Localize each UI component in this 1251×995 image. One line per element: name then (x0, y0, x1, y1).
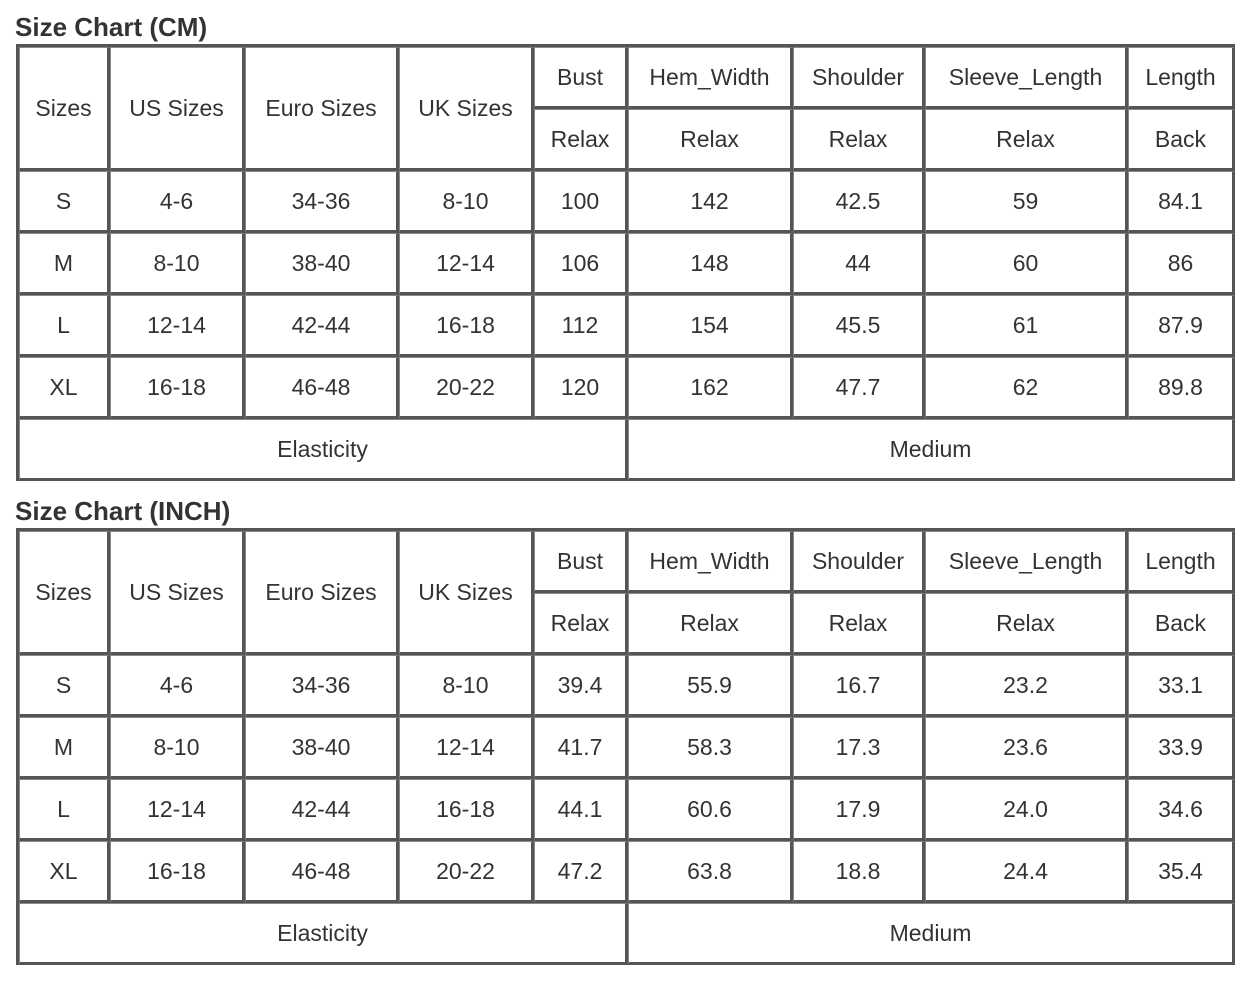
table-cell: 34.6 (1128, 779, 1235, 841)
table-row (19, 233, 1235, 295)
table-cell: M (19, 717, 110, 779)
table-cell: 41.7 (534, 717, 628, 779)
table-row (19, 655, 1235, 717)
table-cell: 4-6 (110, 655, 245, 717)
header-cell: Sizes (19, 531, 110, 655)
table-cell: 87.9 (1128, 295, 1235, 357)
table-cell: L (19, 779, 110, 841)
table-cell: 47.2 (534, 841, 628, 903)
table-cell: S (19, 171, 110, 233)
table-cell: 84.1 (1128, 171, 1235, 233)
header-cell: Shoulder (793, 531, 925, 593)
table-row (19, 779, 1235, 841)
table-cell: 44 (793, 233, 925, 295)
header-cell: Euro Sizes (245, 47, 399, 171)
table-cell: L (19, 295, 110, 357)
header-cell: Length (1128, 47, 1235, 109)
table-row (19, 357, 1235, 419)
table-cell: 46-48 (245, 841, 399, 903)
subheader-cell: Relax (534, 593, 628, 655)
table-cell: 18.8 (793, 841, 925, 903)
table-cell: 16-18 (110, 357, 245, 419)
elasticity-label: Elasticity (19, 903, 628, 965)
elasticity-value: Medium (628, 903, 1235, 965)
table-cell: 12-14 (399, 233, 534, 295)
table-row (19, 171, 1235, 233)
table-cell: XL (19, 357, 110, 419)
table-cell: 47.7 (793, 357, 925, 419)
table-cell: 12-14 (110, 779, 245, 841)
header-cell: Bust (534, 531, 628, 593)
elasticity-row (19, 903, 1235, 965)
table-cell: 42-44 (245, 295, 399, 357)
table-cell: 162 (628, 357, 793, 419)
header-cell: US Sizes (110, 47, 245, 171)
table-cell: 16.7 (793, 655, 925, 717)
table-cell: 120 (534, 357, 628, 419)
subheader-cell: Relax (628, 109, 793, 171)
table-row (19, 295, 1235, 357)
table-cell: 42.5 (793, 171, 925, 233)
table-cell: 24.0 (925, 779, 1128, 841)
table-cell: XL (19, 841, 110, 903)
table-cell: 86 (1128, 233, 1235, 295)
subheader-cell: Relax (925, 109, 1128, 171)
subheader-cell: Back (1128, 593, 1235, 655)
table-cell: 60.6 (628, 779, 793, 841)
table-row (19, 841, 1235, 903)
header-cell: Length (1128, 531, 1235, 593)
header-cell: Euro Sizes (245, 531, 399, 655)
table-cell: 106 (534, 233, 628, 295)
table-cell: S (19, 655, 110, 717)
table-cell: 89.8 (1128, 357, 1235, 419)
table-cell: 8-10 (399, 171, 534, 233)
table-cell: 17.3 (793, 717, 925, 779)
table-cell: 23.2 (925, 655, 1128, 717)
header-row (19, 47, 1235, 109)
header-cell: US Sizes (110, 531, 245, 655)
table-cell: 16-18 (399, 295, 534, 357)
table-cell: 8-10 (110, 233, 245, 295)
table-cell: 142 (628, 171, 793, 233)
subheader-cell: Relax (793, 109, 925, 171)
elasticity-label: Elasticity (19, 419, 628, 481)
table-cell: 61 (925, 295, 1128, 357)
subheader-cell: Relax (793, 593, 925, 655)
size-chart-cm-title: Size Chart (CM) (15, 12, 208, 42)
table-cell: 33.9 (1128, 717, 1235, 779)
table-cell: 59 (925, 171, 1128, 233)
size-chart-inch-title: Size Chart (INCH) (15, 496, 231, 526)
table-cell: 44.1 (534, 779, 628, 841)
table-cell: 8-10 (399, 655, 534, 717)
table-cell: 20-22 (399, 841, 534, 903)
table-cell: 12-14 (110, 295, 245, 357)
header-row (19, 531, 1235, 593)
header-cell: Sleeve_Length (925, 531, 1128, 593)
table-cell: 33.1 (1128, 655, 1235, 717)
table-cell: 23.6 (925, 717, 1128, 779)
table-cell: M (19, 233, 110, 295)
table-cell: 38-40 (245, 233, 399, 295)
table-cell: 62 (925, 357, 1128, 419)
table-cell: 35.4 (1128, 841, 1235, 903)
table-cell: 60 (925, 233, 1128, 295)
table-row (19, 717, 1235, 779)
table-cell: 34-36 (245, 171, 399, 233)
subheader-cell: Relax (925, 593, 1128, 655)
header-cell: Hem_Width (628, 47, 793, 109)
header-cell: UK Sizes (399, 47, 534, 171)
subheader-cell: Relax (534, 109, 628, 171)
header-cell: Shoulder (793, 47, 925, 109)
table-cell: 12-14 (399, 717, 534, 779)
subheader-cell: Back (1128, 109, 1235, 171)
header-cell: UK Sizes (399, 531, 534, 655)
table-cell: 16-18 (110, 841, 245, 903)
table-cell: 39.4 (534, 655, 628, 717)
size-chart-cm-table (16, 44, 1235, 481)
table-cell: 63.8 (628, 841, 793, 903)
size-chart-inch-table (16, 528, 1235, 965)
table-cell: 112 (534, 295, 628, 357)
table-cell: 58.3 (628, 717, 793, 779)
elasticity-value: Medium (628, 419, 1235, 481)
table-cell: 148 (628, 233, 793, 295)
table-cell: 17.9 (793, 779, 925, 841)
subheader-cell: Relax (628, 593, 793, 655)
table-cell: 4-6 (110, 171, 245, 233)
table-cell: 154 (628, 295, 793, 357)
table-cell: 100 (534, 171, 628, 233)
table-cell: 34-36 (245, 655, 399, 717)
table-cell: 42-44 (245, 779, 399, 841)
header-cell: Bust (534, 47, 628, 109)
table-cell: 46-48 (245, 357, 399, 419)
elasticity-row (19, 419, 1235, 481)
header-cell: Sleeve_Length (925, 47, 1128, 109)
table-cell: 38-40 (245, 717, 399, 779)
table-cell: 45.5 (793, 295, 925, 357)
table-cell: 24.4 (925, 841, 1128, 903)
header-cell: Hem_Width (628, 531, 793, 593)
table-cell: 20-22 (399, 357, 534, 419)
table-cell: 8-10 (110, 717, 245, 779)
header-cell: Sizes (19, 47, 110, 171)
table-cell: 16-18 (399, 779, 534, 841)
table-cell: 55.9 (628, 655, 793, 717)
